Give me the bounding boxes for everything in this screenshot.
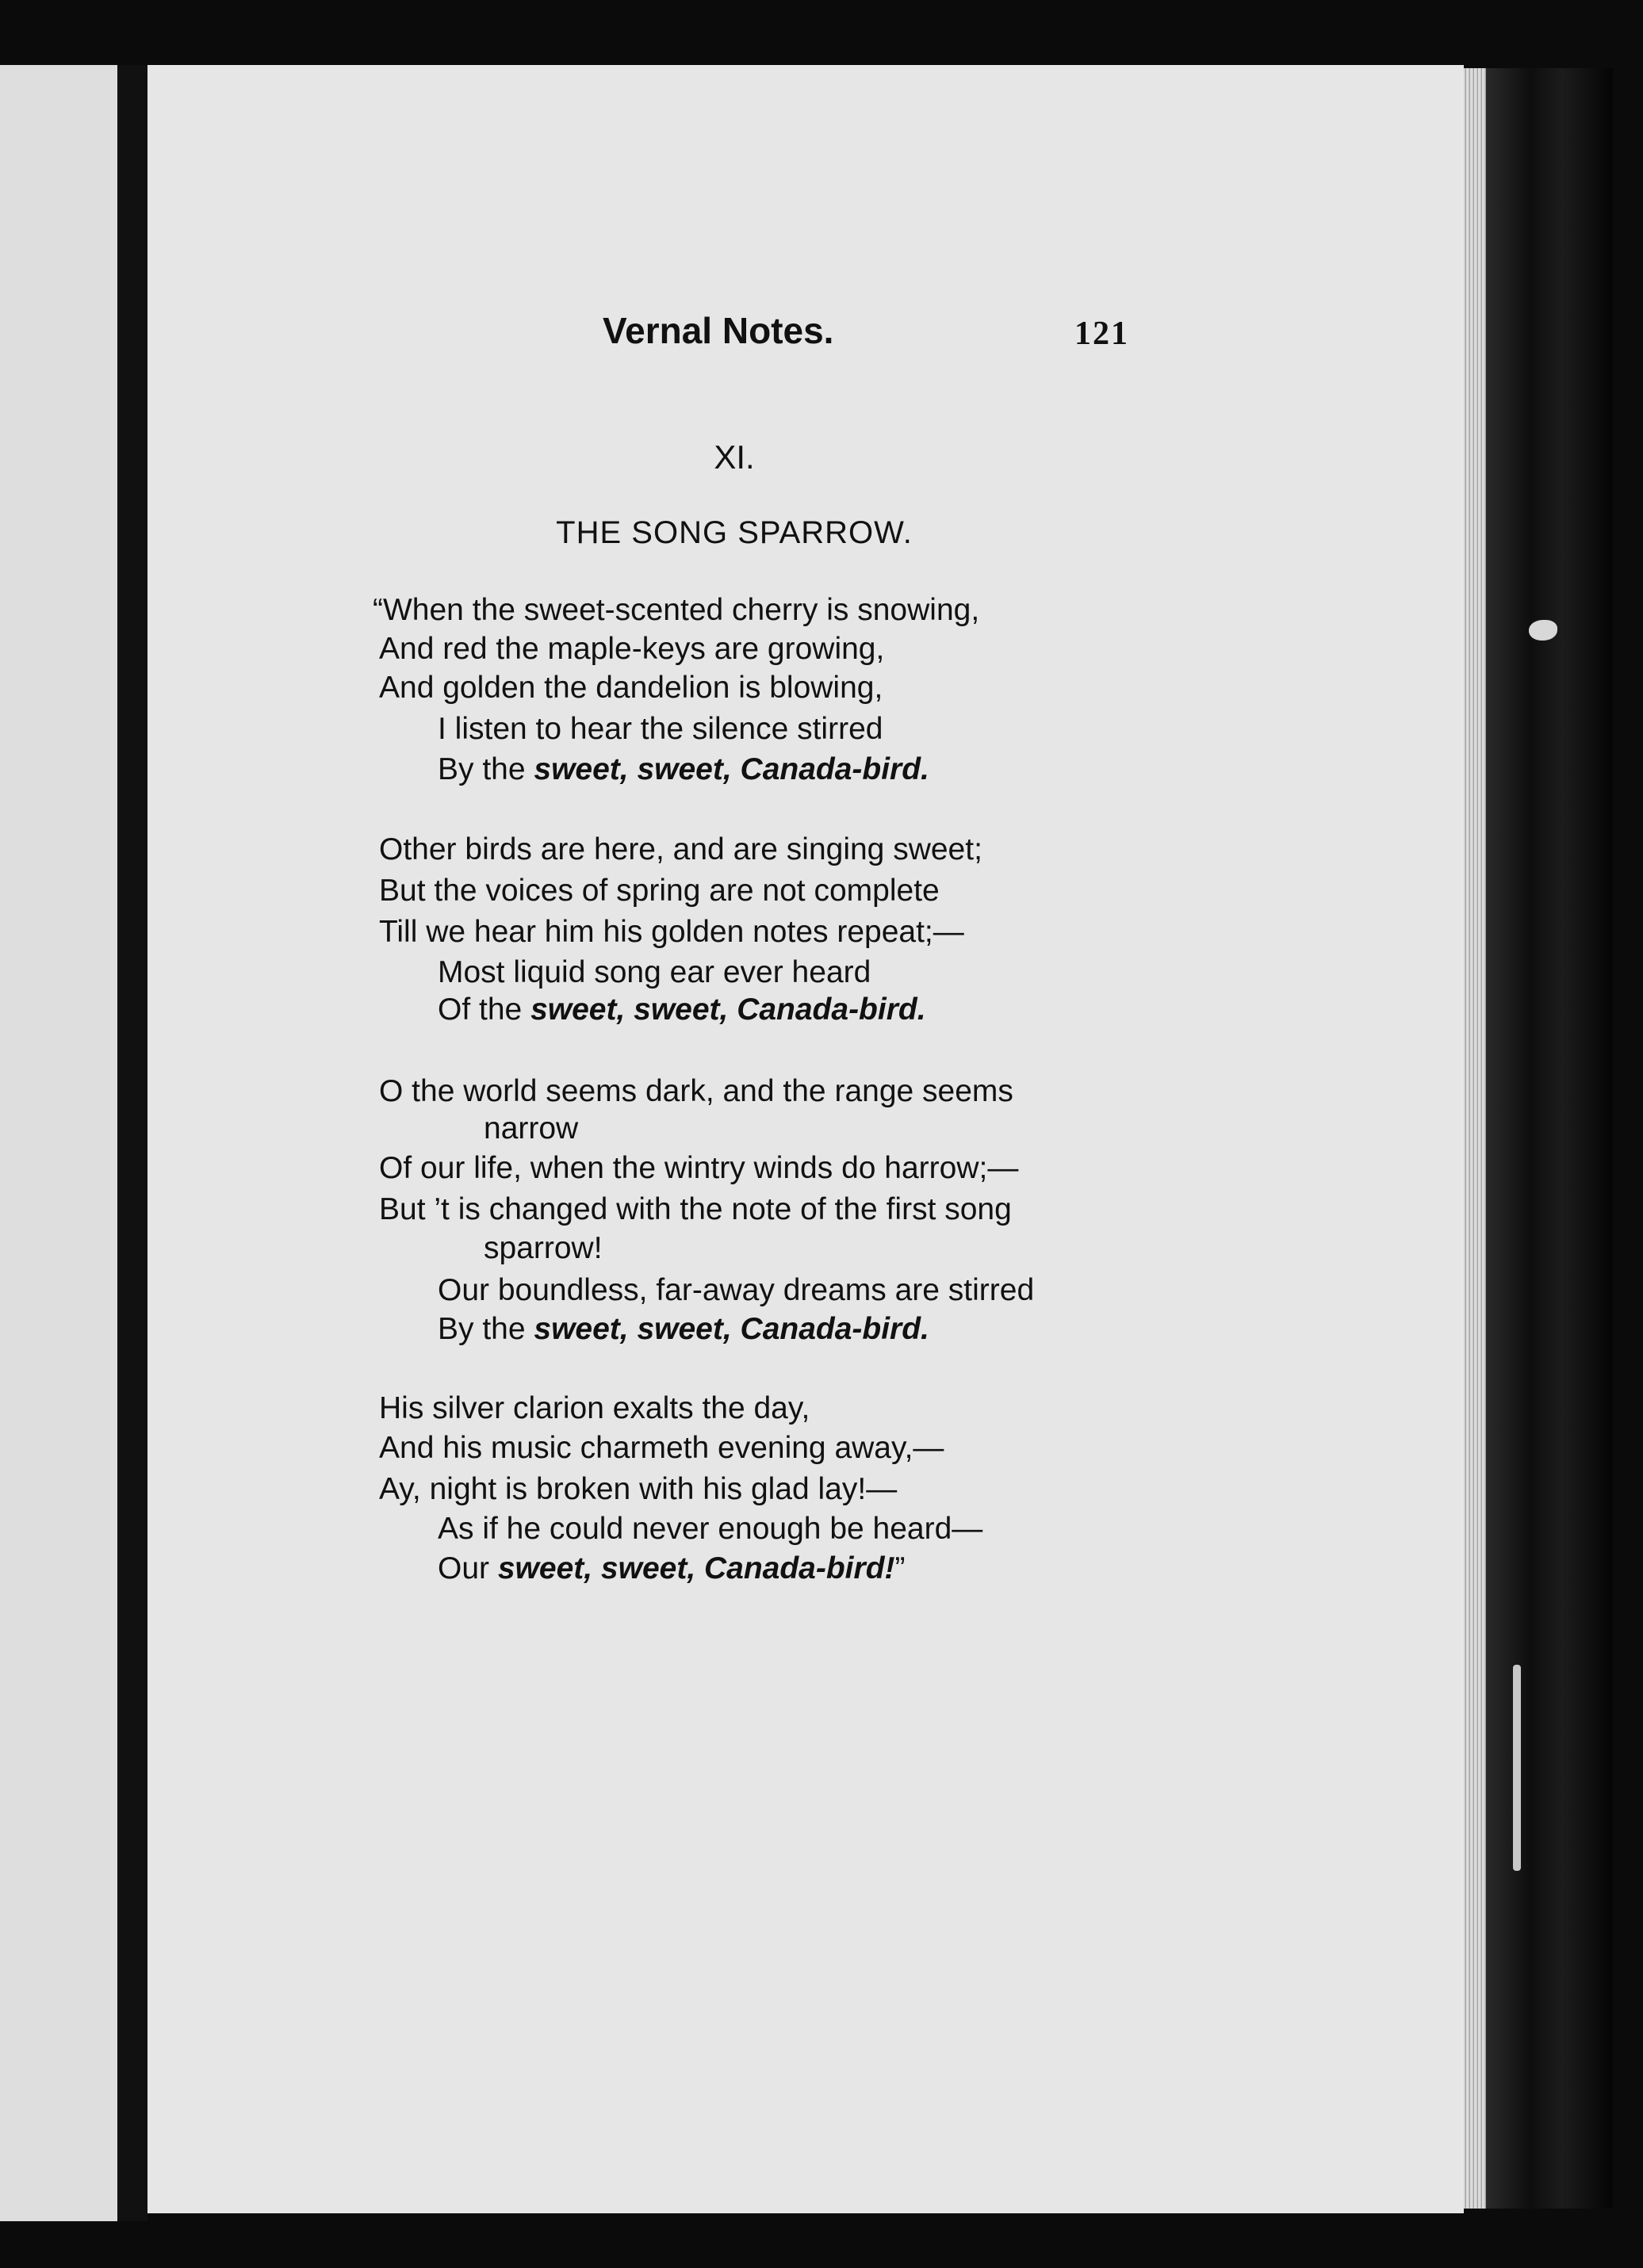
binding-gutter [117,65,147,2221]
poem-refrain-line [438,1550,906,1588]
refrain-prefix: By the [438,752,534,786]
poem-line: Of our life, when the wintry winds do harrow;— [379,1151,1019,1185]
refrain-prefix: Of the [438,992,531,1027]
refrain-prefix: By the [438,1312,534,1346]
poem-line: But the voices of spring are not complete [379,874,940,908]
page-number: 121 [1074,316,1129,352]
refrain-italic: sweet, sweet, Canada-bird! [497,1551,895,1585]
refrain-prefix: Our [438,1551,498,1585]
cover-scratch-mark [1513,1665,1521,1871]
poem-line: Our boundless, far-away dreams are stirred [438,1273,1035,1307]
poem-line: But ’t is changed with the note of the first song [379,1192,1012,1226]
poem-refrain-line [438,1310,929,1348]
poem-line: And his music charmeth evening away,— [379,1431,944,1465]
poem-line: Other birds are here, and are singing sweet; [379,832,982,866]
poem-numeral: XI. [714,438,755,476]
book-page [147,65,1464,2213]
facing-page-edge [0,65,117,2221]
poem-line: O the world seems dark, and the range seems [379,1074,1013,1108]
poem-line: And red the maple-keys are growing, [379,632,885,666]
poem-line: As if he could never enough be heard— [438,1512,983,1546]
poem-refrain-line [438,751,929,789]
poem-line: sparrow! [484,1231,603,1265]
refrain-italic: sweet, sweet, Canada-bird. [534,1312,929,1346]
poem-line: I listen to hear the silence stirred [438,712,883,746]
poem-line: Till we hear him his golden notes repeat;— [379,915,964,949]
poem-title: THE SONG SPARROW. [556,515,913,550]
closing-quote: ” [894,1551,906,1585]
poem-title-wrap [377,515,1091,563]
cover-wear-mark [1529,620,1557,641]
poem-line: Ay, night is broken with his glad lay!— [379,1472,898,1506]
poem-numeral-wrap [377,438,1091,486]
refrain-italic: sweet, sweet, Canada-bird. [530,992,926,1027]
poem-line: narrow [484,1111,579,1145]
page-block-edge [1464,68,1486,2209]
poem-line: His silver clarion exalts the day, [379,1391,810,1425]
book-cover [1486,68,1613,2209]
running-header-title: Vernal Notes. [603,310,834,351]
poem-line: And golden the dandelion is blowing, [379,671,883,705]
poem-line: Most liquid song ear ever heard [438,955,871,989]
refrain-italic: sweet, sweet, Canada-bird. [534,752,929,786]
poem-line: “When the sweet-scented cherry is snowing, [373,593,980,627]
poem-refrain-line [438,991,926,1029]
